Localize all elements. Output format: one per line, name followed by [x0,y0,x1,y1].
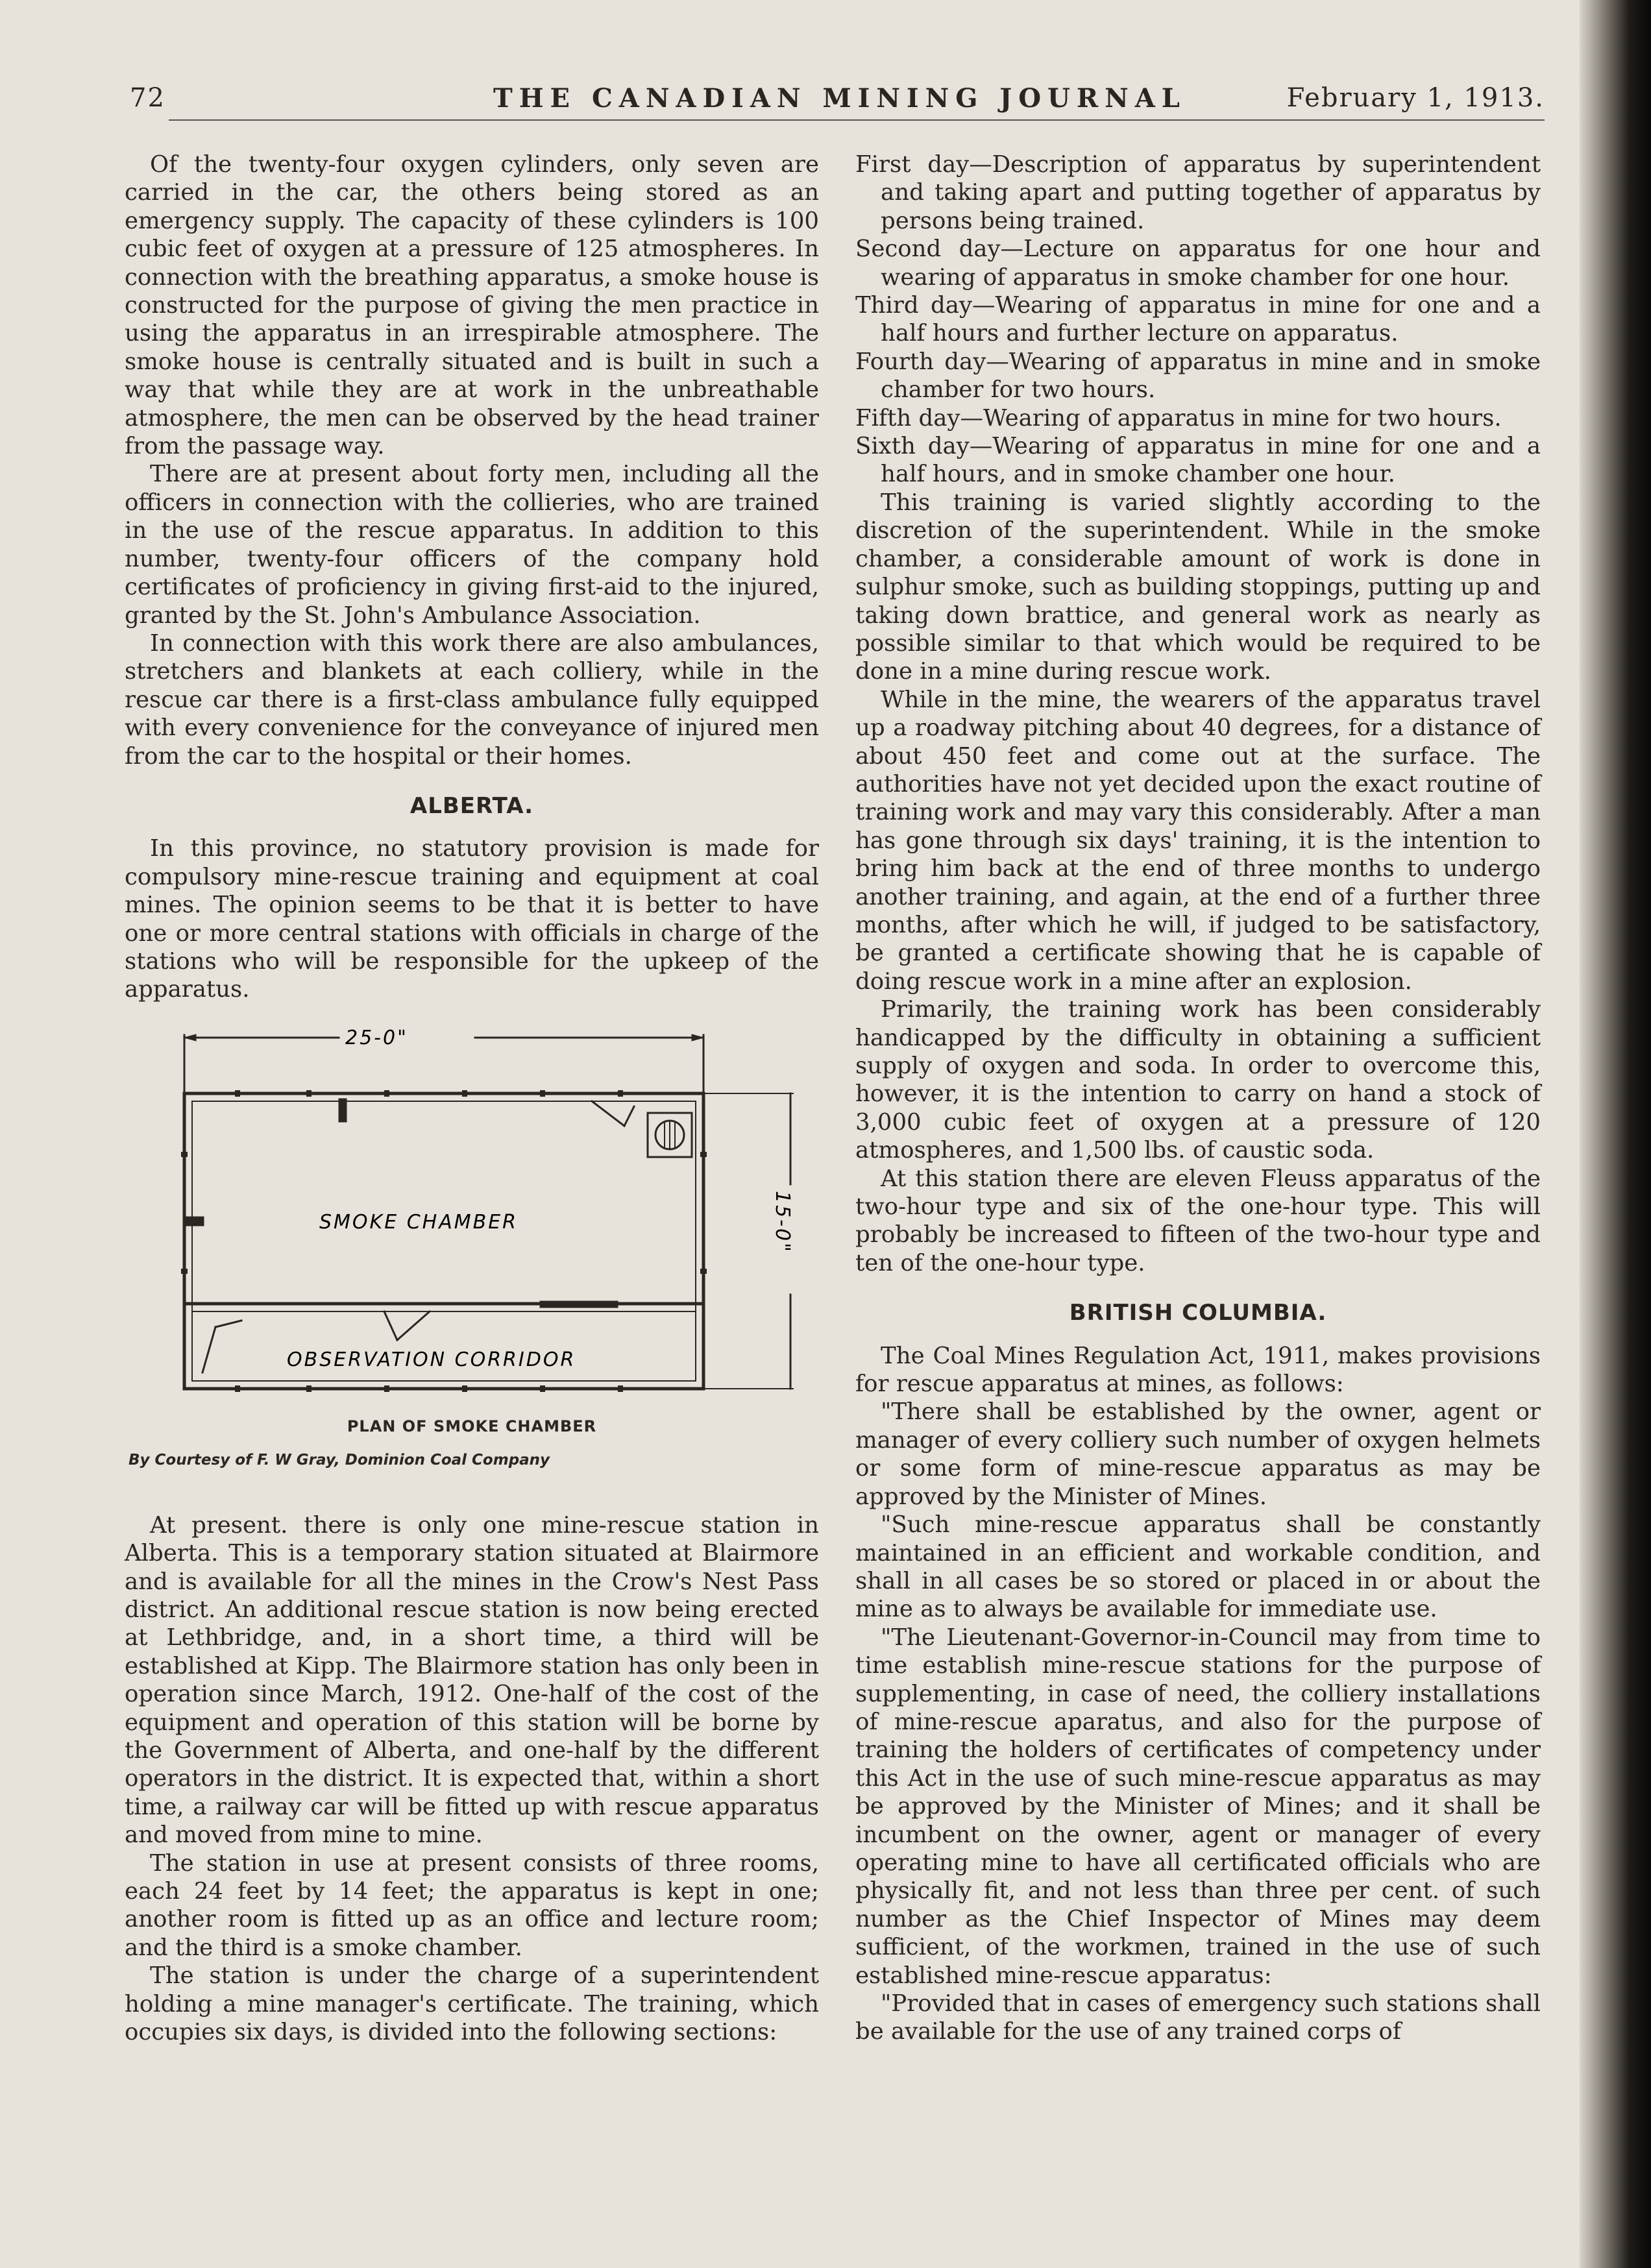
training-day-item: Second day—Lecture on apparatus for one hour and wearing of apparatus in smoke chamber for one hour. [855,236,1541,291]
training-day-item: First day—Description of apparatus by superintendent and taking apart and putting together of apparatus by persons being trained. [855,151,1541,234]
paragraph: In this province, no statutory provision is made for compulsory mine-rescue training and equipment at coal mines. The opinion seems to be that it is better to have one or more central stations with officials in charge of the stations who will be responsible for the upkeep of the apparatus. [125,835,819,1003]
right-column [855,151,1541,2046]
paragraph: The Coal Mines Regulation Act, 1911, makes provisions for rescue apparatus at mines, as follows: [855,1342,1541,1398]
journal-title: THE CANADIAN MINING JOURNAL [493,83,1186,114]
paragraph: "Such mine-rescue apparatus shall be constantly maintained in an efficient and workable condition, and shall in all cases be so stored or placed in or about the mine as to always be available for immediate use. [855,1511,1541,1623]
paragraph: Primarily, the training work has been considerably handicapped by the difficulty in obtaining a sufficient supply of oxygen and soda. In order to overcome this, however, it is the intention to carry on hand a stock of 3,000 cubic feet of oxygen at a pressure of 120 atmospheres, and 1,500 lbs. of caustic soda. [855,996,1541,1164]
paragraph: While in the mine, the wearers of the apparatus travel up a roadway pitching about 40 degrees, for a distance of about 450 feet and come out at the surface. The authorities have not yet decided upon the exact routine of training work and may vary this considerably. After a man has gone through six days' training, it is the intention to bring him back at the end of three months to undergo another training, and again, at the end of a further three months, after which he will, if judged to be satisfactory, be granted a certificate showing that he is capable of doing rescue work in a mine after an explosion. [855,686,1541,995]
section-heading-british-columbia: BRITISH COLUMBIA. [1069,1300,1327,1326]
paragraph: The station in use at present consists of three rooms, each 24 feet by 14 feet; the apparatus is kept in one; another room is fitted up as an office and lecture room; and the third is a smoke chamber. [125,1849,819,1961]
paragraph: At present. there is only one mine-rescue station in Alberta. This is a temporary station situated at Blairmore and is available for all the mines in the Crow's Nest Pass district. An additional rescue station is now being erected at Lethbridge, and, in a short time, a third will be established at Kipp. The Blairmore station has only been in operation since March, 1912. One-half of the cost of the equipment and operation of this station will be borne by the Government of Alberta, and one-half by the different operators in the district. It is expected that, within a short time, a railway car will be fitted up with rescue apparatus and moved from mine to mine. [125,1511,819,1849]
paragraph: "The Lieutenant-Governor-in-Council may from time to time establish mine-rescue stations for the purpose of supplementing, in case of need, the colliery installations of mine-rescue aparatus, and also for the purpose of training the holders of certificates of competency under this Act in the use of such mine-rescue apparatus as may be approved by the Minister of Mines; and it shall be incumbent on the owner, agent or manager of every operating mine to have all certificated officials who are physically fit, and not less than three per cent. of such number as the Chief Inspector of Mines may deem sufficient, of the workmen, trained in the use of such established mine-rescue apparatus: [855,1624,1541,1989]
dimension-width-label: 25-0" [345,1026,408,1049]
page-number: 72 [130,83,165,113]
page-binding-shadow [1580,0,1651,2268]
section-heading-alberta: ALBERTA. [410,792,534,819]
smoke-chamber-plan-figure [125,1022,819,1496]
paragraph: The station is under the charge of a superintendent holding a mine manager's certificate. The training, which occupies six days, is divided into the following sections: [125,1962,819,2046]
training-day-item: Fourth day—Wearing of apparatus in mine and in smoke chamber for two hours. [855,348,1541,404]
issue-date: February 1, 1913. [1286,83,1545,113]
header-rule [169,119,1545,121]
paragraph: There are at present about forty men, including all the officers in connection with the collieries, who are trained in the use of the rescue apparatus. In addition to this number, twenty-four officers of the company hold certificates of proficiency in giving first-aid to the injured, granted by the St. John's Ambulance Association. [125,461,819,629]
training-day-item: Fifth day—Wearing of apparatus in mine for two hours. [855,404,1502,432]
training-day-item: Third day—Wearing of apparatus in mine for one and a half hours and further lecture on apparatus. [855,292,1541,347]
smoke-chamber-label: SMOKE CHAMBER [319,1210,518,1234]
figure-credit: By Courtesy of F. W Gray, Dominion Coal Company [128,1451,550,1469]
smoke-chamber-plan-drawing [125,1022,819,1411]
training-day-item: Sixth day—Wearing of apparatus in mine for one and a half hours, and in smoke chamber one hour. [855,433,1541,488]
paragraph: In connection with this work there are also ambulances, stretchers and blankets at each colliery, while in the rescue car there is a first-class ambulance fully equipped with every convenience for the conveyance of injured men from the car to the hospital or their homes. [125,629,819,770]
dimension-height-label: 15-0" [771,1190,794,1254]
paragraph: This training is varied slightly according to the discretion of the superintendent. While in the smoke chamber, a considerable amount of work is done in sulphur smoke, such as building stoppings, putting up and taking down brattice, and general work as nearly as possible similar to that which would be required to be done in a mine during rescue work. [855,489,1541,685]
left-column [125,151,819,2047]
page-header [130,83,1545,122]
paragraph: At this station there are eleven Fleuss apparatus of the two-hour type and six of the one-hour type. This will probably be increased to fifteen of the two-hour type and ten of the one-hour type. [855,1165,1541,1276]
paragraph: "There shall be established by the owner, agent or manager of every colliery such number of oxygen helmets or some form of mine-rescue apparatus as may be approved by the Minister of Mines. [855,1398,1541,1510]
paragraph: "Provided that in cases of emergency such stations shall be available for the use of any trained corps of [855,1990,1541,2045]
observation-corridor-label: OBSERVATION CORRIDOR [287,1348,576,1371]
figure-caption: PLAN OF SMOKE CHAMBER [347,1417,597,1435]
paragraph: Of the twenty-four oxygen cylinders, only seven are carried in the car, the others being stored as an emergency supply. The capacity of these cylinders is 100 cubic feet of oxygen at a pressure of 125 atmospheres. In connection with the breathing apparatus, a smoke house is constructed for the purpose of giving the men practice in using the apparatus in an irrespirable atmosphere. The smoke house is centrally situated and is built in such a way that while they are at work in the unbreathable atmosphere, the men can be observed by the head trainer from the passage way. [125,151,819,460]
